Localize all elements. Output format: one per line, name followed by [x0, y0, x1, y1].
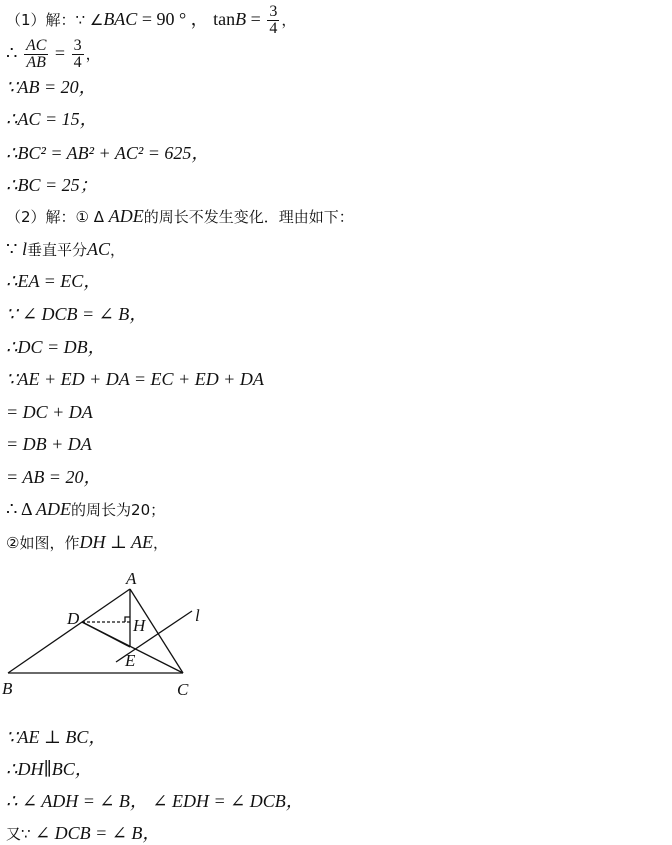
text: （1）解：∵ ∠	[6, 11, 104, 29]
solution-line-21	[6, 822, 160, 844]
solution-line-16	[6, 498, 165, 520]
text: ，	[85, 45, 101, 63]
solution-line-8	[6, 238, 125, 260]
solution-line-17	[6, 531, 168, 553]
denominator: 4	[269, 20, 278, 37]
text: ，	[281, 11, 297, 29]
text: 的周长不发生变化．理由如下：	[143, 208, 354, 226]
solution-line-19: ∴DH∥BC，	[6, 759, 93, 779]
segment-BA	[8, 589, 130, 673]
denominator: 4	[73, 54, 82, 71]
label-A: A	[126, 569, 137, 588]
solution-line-6: ∴BC = 25；	[6, 175, 98, 195]
solution-line-11: ∴DC = DB，	[6, 337, 106, 357]
segment-DE	[82, 622, 130, 647]
math: B	[235, 9, 247, 29]
solution-line-18: ∵AE ⊥ BC，	[6, 727, 107, 747]
text: 的周长为20；	[71, 501, 166, 519]
text: ，	[153, 534, 169, 552]
math: AC	[86, 239, 110, 259]
solution-line-14: = DB + DA	[6, 434, 92, 454]
text: 垂直平分	[26, 241, 87, 259]
right-angle-mark	[125, 617, 130, 622]
label-D: D	[67, 609, 80, 628]
label-C: C	[177, 680, 189, 699]
label-H: H	[133, 616, 146, 635]
fraction	[267, 4, 279, 37]
text: ，	[110, 241, 126, 259]
solution-line-20: ∴ ∠ ADH = ∠ B， ∠ EDH = ∠ DCB，	[6, 791, 304, 811]
label-B: B	[2, 679, 13, 698]
math: l	[21, 239, 27, 259]
therefore-symbol: ∴ Δ	[6, 499, 37, 519]
text: 又∵	[6, 825, 31, 843]
solution-line-13: = DC + DA	[6, 402, 93, 422]
math: DH ⊥ AE	[79, 532, 154, 552]
triangle-figure	[0, 566, 230, 706]
math: =	[50, 43, 70, 63]
math: = 90 ° ， tan	[137, 9, 236, 29]
text: （2）解：① Δ	[6, 208, 109, 226]
math: ADE	[108, 206, 144, 226]
text: ②如图，作	[6, 534, 80, 552]
label-E: E	[125, 651, 136, 670]
solution-line-3: ∵AB = 20，	[6, 77, 97, 97]
solution-line-12: ∵AE + ED + DA = EC + ED + DA	[6, 369, 264, 389]
solution-line-15: = AB = 20，	[6, 467, 102, 487]
numerator: 3	[73, 37, 82, 54]
math: ADE	[36, 499, 72, 519]
solution-line-5: ∴BC² = AB² + AC² = 625，	[6, 143, 210, 163]
solution-line-1	[6, 2, 296, 36]
solution-line-4: ∴AC = 15，	[6, 109, 98, 129]
numerator: AC	[25, 37, 47, 54]
solution-line-9: ∴EA = EC，	[6, 271, 102, 291]
solution-line-10: ∵ ∠ DCB = ∠ B，	[6, 304, 148, 324]
solution-line-2	[6, 36, 101, 70]
math: BAC	[103, 9, 138, 29]
therefore-symbol: ∴	[6, 43, 22, 63]
denominator: AB	[26, 54, 46, 71]
solution-line-7	[6, 205, 354, 227]
numerator: 3	[269, 3, 278, 20]
fraction	[24, 38, 48, 71]
math: ∠ DCB = ∠ B，	[30, 823, 161, 843]
math: =	[246, 9, 266, 29]
fraction	[72, 38, 84, 71]
because-symbol: ∵	[6, 239, 22, 259]
label-l: l	[195, 606, 200, 625]
